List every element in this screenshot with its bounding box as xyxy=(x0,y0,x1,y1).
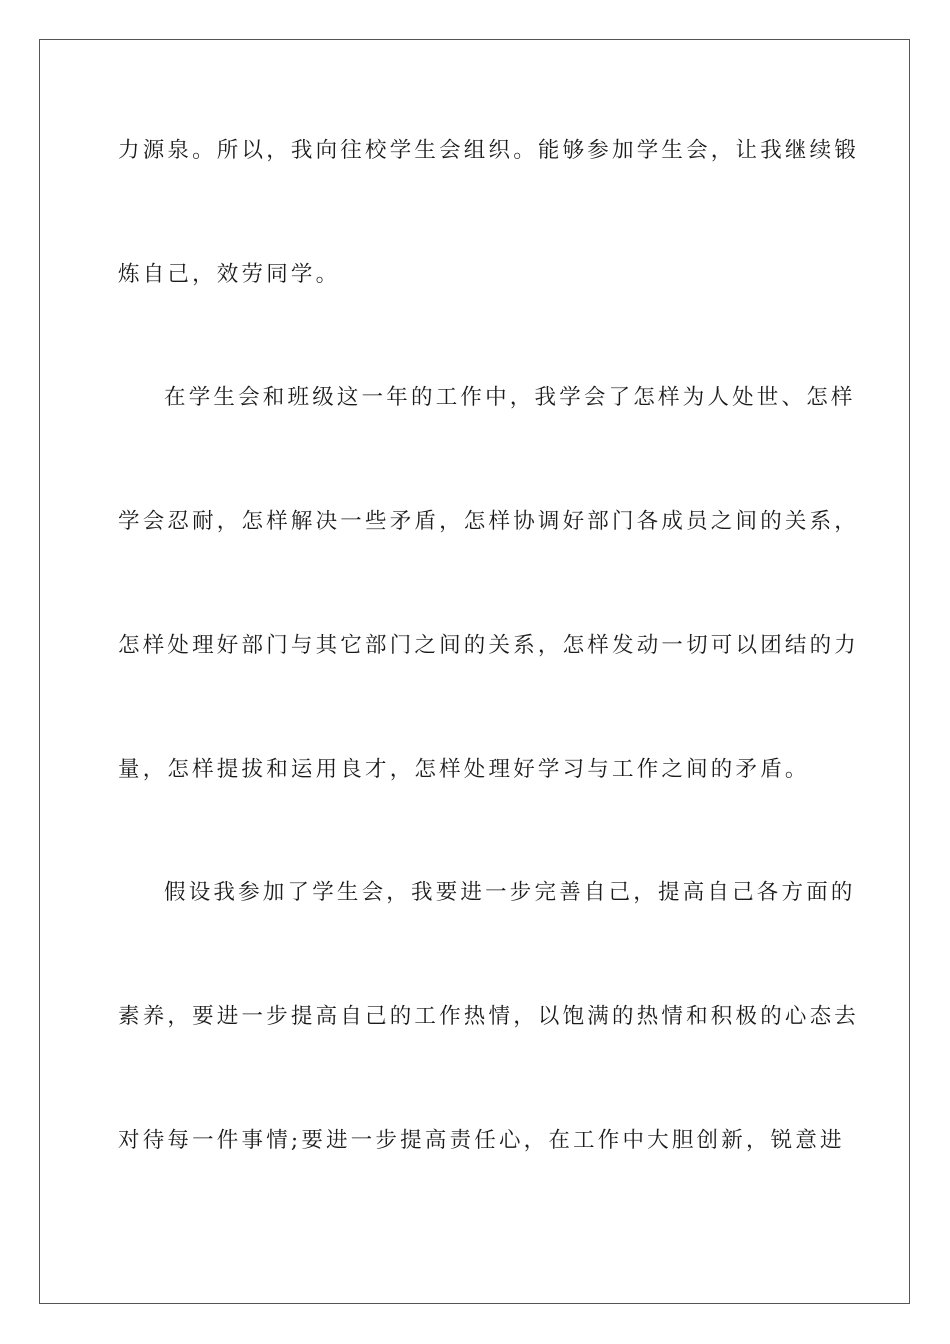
document-page xyxy=(39,39,910,1304)
text-line-2: 炼自己，效劳同学。 xyxy=(118,262,341,287)
text-line-8: 素养，要进一步提高自己的工作热情，以饱满的热情和积极的心态去 xyxy=(118,1004,860,1029)
text-line-4: 学会忍耐，怎样解决一些矛盾，怎样协调好部门各成员之间的关系， xyxy=(118,509,860,534)
text-line-6: 量，怎样提拔和运用良才，怎样处理好学习与工作之间的矛盾。 xyxy=(118,757,810,782)
paragraph-2-line-1: 在学生会和班级这一年的工作中，我学会了怎样为人处世、怎样 xyxy=(164,385,856,410)
paragraph-3-line-1: 假设我参加了学生会，我要进一步完善自己，提高自己各方面的 xyxy=(164,880,856,905)
text-line-9: 对待每一件事情;要进一步提高责任心，在工作中大胆创新，锐意进 xyxy=(118,1128,845,1153)
text-line-1: 力源泉。所以，我向往校学生会组织。能够参加学生会，让我继续锻 xyxy=(118,138,860,163)
text-line-5: 怎样处理好部门与其它部门之间的关系，怎样发动一切可以团结的力 xyxy=(118,633,860,658)
